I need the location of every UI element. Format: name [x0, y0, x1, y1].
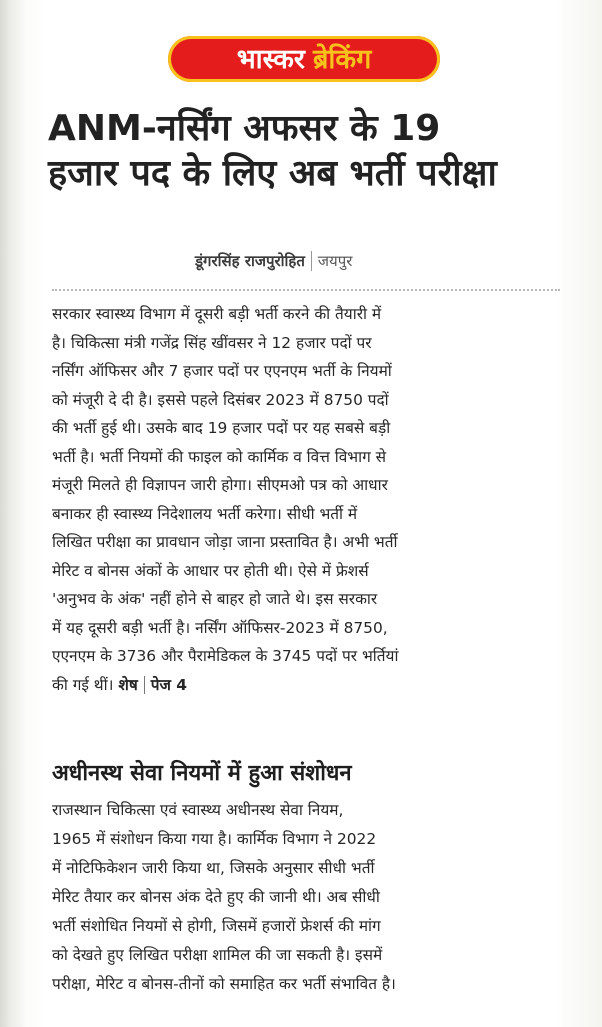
article-body-2: [52, 796, 562, 999]
article-last-text: की गई थीं।: [52, 675, 114, 694]
article2-line: मेरिट तैयार कर बोनस अंक देते हुए की जानी थी। अब सीधी: [52, 888, 380, 906]
article-line: मंजूरी मिलते ही विज्ञापन जारी होगा। सीएमओ पत्र को आधार: [52, 476, 388, 494]
byline-city: जयपुर: [317, 252, 353, 270]
continued-label: शेष: [118, 675, 138, 694]
article2-line: में नोटिफिकेशन जारी किया था, जिसके अनुसार सीधी भर्ती: [52, 859, 375, 877]
brand-name: भास्कर: [236, 43, 305, 75]
brand-tag: ब्रेकिंग: [312, 43, 372, 75]
article-line: मेरिट व बोनस अंकों के आधार पर होती थी। ऐसे में फ्रेशर्स: [52, 561, 369, 580]
article-line: में यह दूसरी बड़ी भर्ती है। नर्सिंग ऑफिसर-2023 में 8750,: [52, 618, 388, 637]
article2-line: 1965 में संशोधन किया गया है। कार्मिक विभाग ने 2022: [52, 830, 377, 848]
subheading: अधीनस्थ सेवा नियमों में हुआ संशोधन: [52, 761, 352, 786]
headline: [48, 106, 563, 196]
article-line: 'अनुभव के अंक' नहीं होने से बाहर हो जाते थे। इस सरकार: [52, 590, 378, 608]
brand-badge: [168, 36, 440, 82]
article-line: बनाकर ही स्वास्थ्य निदेशालय भर्ती करेगा। सीधी भर्ती में: [52, 504, 358, 523]
article-line: को मंजूरी दे दी है। इससे पहले दिसंबर 2023 में 8750 पदों: [52, 390, 389, 409]
headline-line-2: हजार पद के लिए अब भर्ती परीक्षा: [48, 153, 497, 194]
article-last-line: [52, 671, 562, 700]
article-line: भर्ती है। भर्ती नियमों की फाइल को कार्मिक व वित्त विभाग से: [52, 447, 387, 466]
article2-line: परीक्षा, मेरिट व बोनस-तीनों को समाहित कर भर्ती संभावित है।: [52, 975, 396, 993]
article2-line: राजस्थान चिकित्सा एवं स्वास्थ्य अधीनस्थ सेवा नियम,: [52, 801, 344, 819]
article-line: एएनएम के 3736 और पैरामेडिकल के 3745 पदों पर भर्तियां: [52, 647, 399, 665]
article-line: है। चिकित्सा मंत्री गजेंद्र सिंह खींवसर ने 12 हजार पदों पर: [52, 333, 372, 352]
continued-page: पेज 4: [150, 675, 187, 694]
byline-author: डूंगरसिंह राजपुरोहित: [195, 252, 305, 270]
byline-separator: [311, 251, 312, 271]
article-body: [52, 300, 562, 699]
article-line: नर्सिंग ऑफिसर और 7 हजार पदों पर एएनएम भर्ती के नियमों: [52, 362, 392, 380]
continued-separator: [144, 676, 145, 694]
article-line: की भर्ती हुई थी। उसके बाद 19 हजार पदों पर यह सबसे बड़ी: [52, 419, 391, 437]
byline: [195, 251, 352, 271]
article2-line: को देखते हुए लिखित परीक्षा शामिल की जा सकती है। इसमें: [52, 946, 383, 964]
article-line: सरकार स्वास्थ्य विभाग में दूसरी बड़ी भर्ती करने की तैयारी में: [52, 305, 382, 323]
article2-line: भर्ती संशोधित नियमों से होगी, जिसमें हजारों फ्रेशर्स की मांग: [52, 917, 381, 935]
dotted-divider: [52, 289, 560, 291]
headline-line-1: ANM-नर्सिंग अफसर के 19: [48, 108, 441, 149]
article-line: लिखित परीक्षा का प्रावधान जोड़ा जाना प्रस्तावित है। अभी भर्ती: [52, 533, 398, 551]
page-fold-shadow: [0, 0, 26, 1027]
